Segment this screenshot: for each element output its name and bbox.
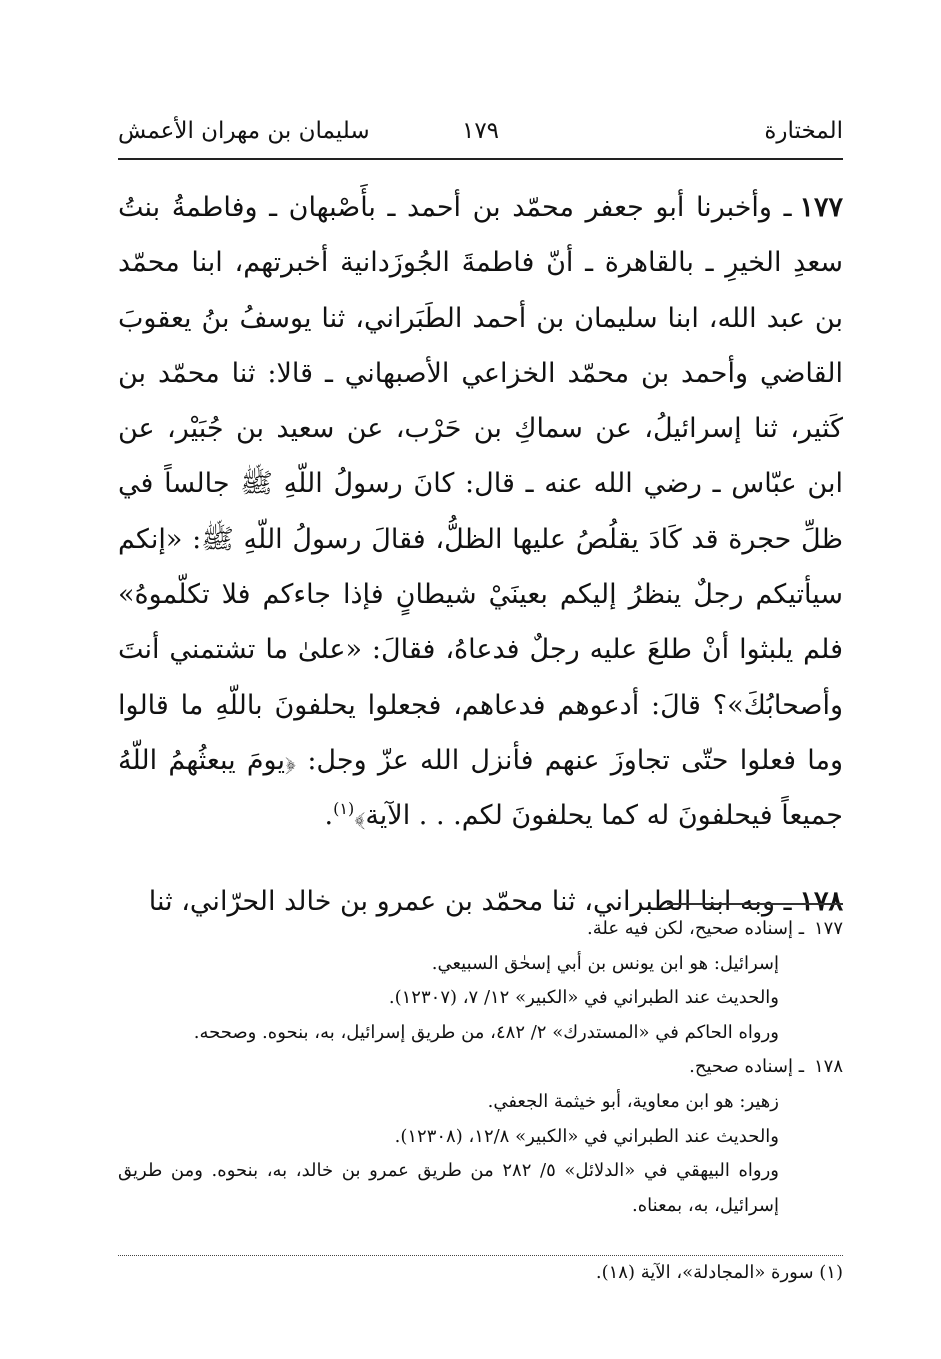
main-text — [118, 180, 843, 929]
footnote-177-line-1: ١٧٧ـ إسناده صحيح، لكن فيه علة. — [118, 912, 843, 947]
footnotes — [118, 912, 843, 1223]
quran-reference-note: (١) سورة «المجادلة»، الآية (١٨). — [595, 1262, 843, 1283]
page-number: ١٧٩ — [461, 118, 500, 144]
hadith-text: ـ وبه ابنا الطبراني، ثنا محمّد بن عمرو بن خالد الحرّاني، ثنا — [148, 885, 792, 917]
footnote-number: ١٧٧ — [813, 918, 843, 939]
footnote-178-line-3: والحديث عند الطبراني في «الكبير» ١٢/٨، (١٢٣٠٨). — [394, 1125, 779, 1147]
footnote-177-line-2: إسرائيل: هو ابن يونس بن أبي إسحٰق السبيعي. — [431, 952, 779, 974]
footnote-marker[interactable]: (١) — [333, 799, 355, 819]
footnote-number: ١٧٨ — [813, 1056, 843, 1078]
hadith-text: ـ وأخبرنا أبو جعفر محمّد بن أحمد ـ بأَصْبهان ـ وفاطمةُ بنتُ سعدِ الخيرِ ـ بالقاهرة ـ أنّ فاطمةَ الجُوزَدانية أخبرتهم، ابنا محمّد بن عبد الله، ابنا سليمان بن أحمد الطَبَراني، ثنا يوسفُ بنُ يعقوبَ القاضي وأحمد بن محمّد الخزاعي الأصبهاني ـ قالا: ثنا محمّد بن كَثير، ثنا إسرائيلُ، عن سماكِ بن حَرْب، عن سعيد بن جُبَيْر، عن ابن عبّاس ـ رضي الله عنه ـ قال: كانَ رسولُ اللّهِ ﷺ جالساً في ظلِّ حجرة قد كَادَ يقلُصُ عليها الظلُّ، فقالَ رسولُ اللّهِ ﷺ: «إنكم سيأتيكم رجلٌ ينظرُ إليكم بعينَيْ شيطانٍ فإذا جاءكم فلا تكلّموهُ» فلم يلبثوا أنْ طلعَ عليه رجلٌ فدعاهُ، فقالَ: «علىٰ ما تشتمني أنتَ وأصحابُكَ»؟ قالَ: أدعوهم فدعاهم، فجعلوا يحلفونَ باللّهِ ما قالوا وما فعلوا حتّى تجاوزَ عنهم فأنزل الله عزّ وجل: ﴿يومَ يبعثُهمُ اللّهُ جميعاً فيحلفونَ له كما يحلفونَ لكم. . . الآية﴾ — [118, 192, 844, 832]
footnote-178-line-2: زهير: هو ابن معاوية، أبو خيثمة الجعفي. — [487, 1090, 779, 1112]
footnote-separator — [667, 903, 843, 905]
hadith-177 — [118, 180, 843, 844]
footnote-178-line-4: ورواه البيهقي في «الدلائل» ٥/ ٢٨٢ من طريق عمرو بن خالد، به، بنحوه. ومن طريق إسرائيل، به، بمعناه. — [118, 1160, 779, 1216]
book-title: المختارة — [764, 118, 843, 144]
footnote-177-line-3: والحديث عند الطبراني في «الكبير» ١٢/ ٧، (١٢٣٠٧). — [388, 987, 779, 1009]
hadith-end: . — [324, 800, 334, 832]
running-header — [118, 118, 843, 158]
footnote-177-line-4: ورواه الحاكم في «المستدرك» ٢/ ٤٨٢، من طريق إسرائيل، به، بنحوه. وصححه. — [193, 1021, 779, 1043]
hadith-number: ١٧٧ — [799, 192, 843, 223]
footnote-dotted-rule — [118, 1255, 843, 1256]
section-title: سليمان بن مهران الأعمش — [118, 118, 370, 144]
hadith-number: ١٧٨ — [799, 885, 843, 917]
footnote-178-line-1: ١٧٨ـ إسناده صحيح. — [118, 1050, 843, 1085]
header-rule — [118, 158, 843, 160]
